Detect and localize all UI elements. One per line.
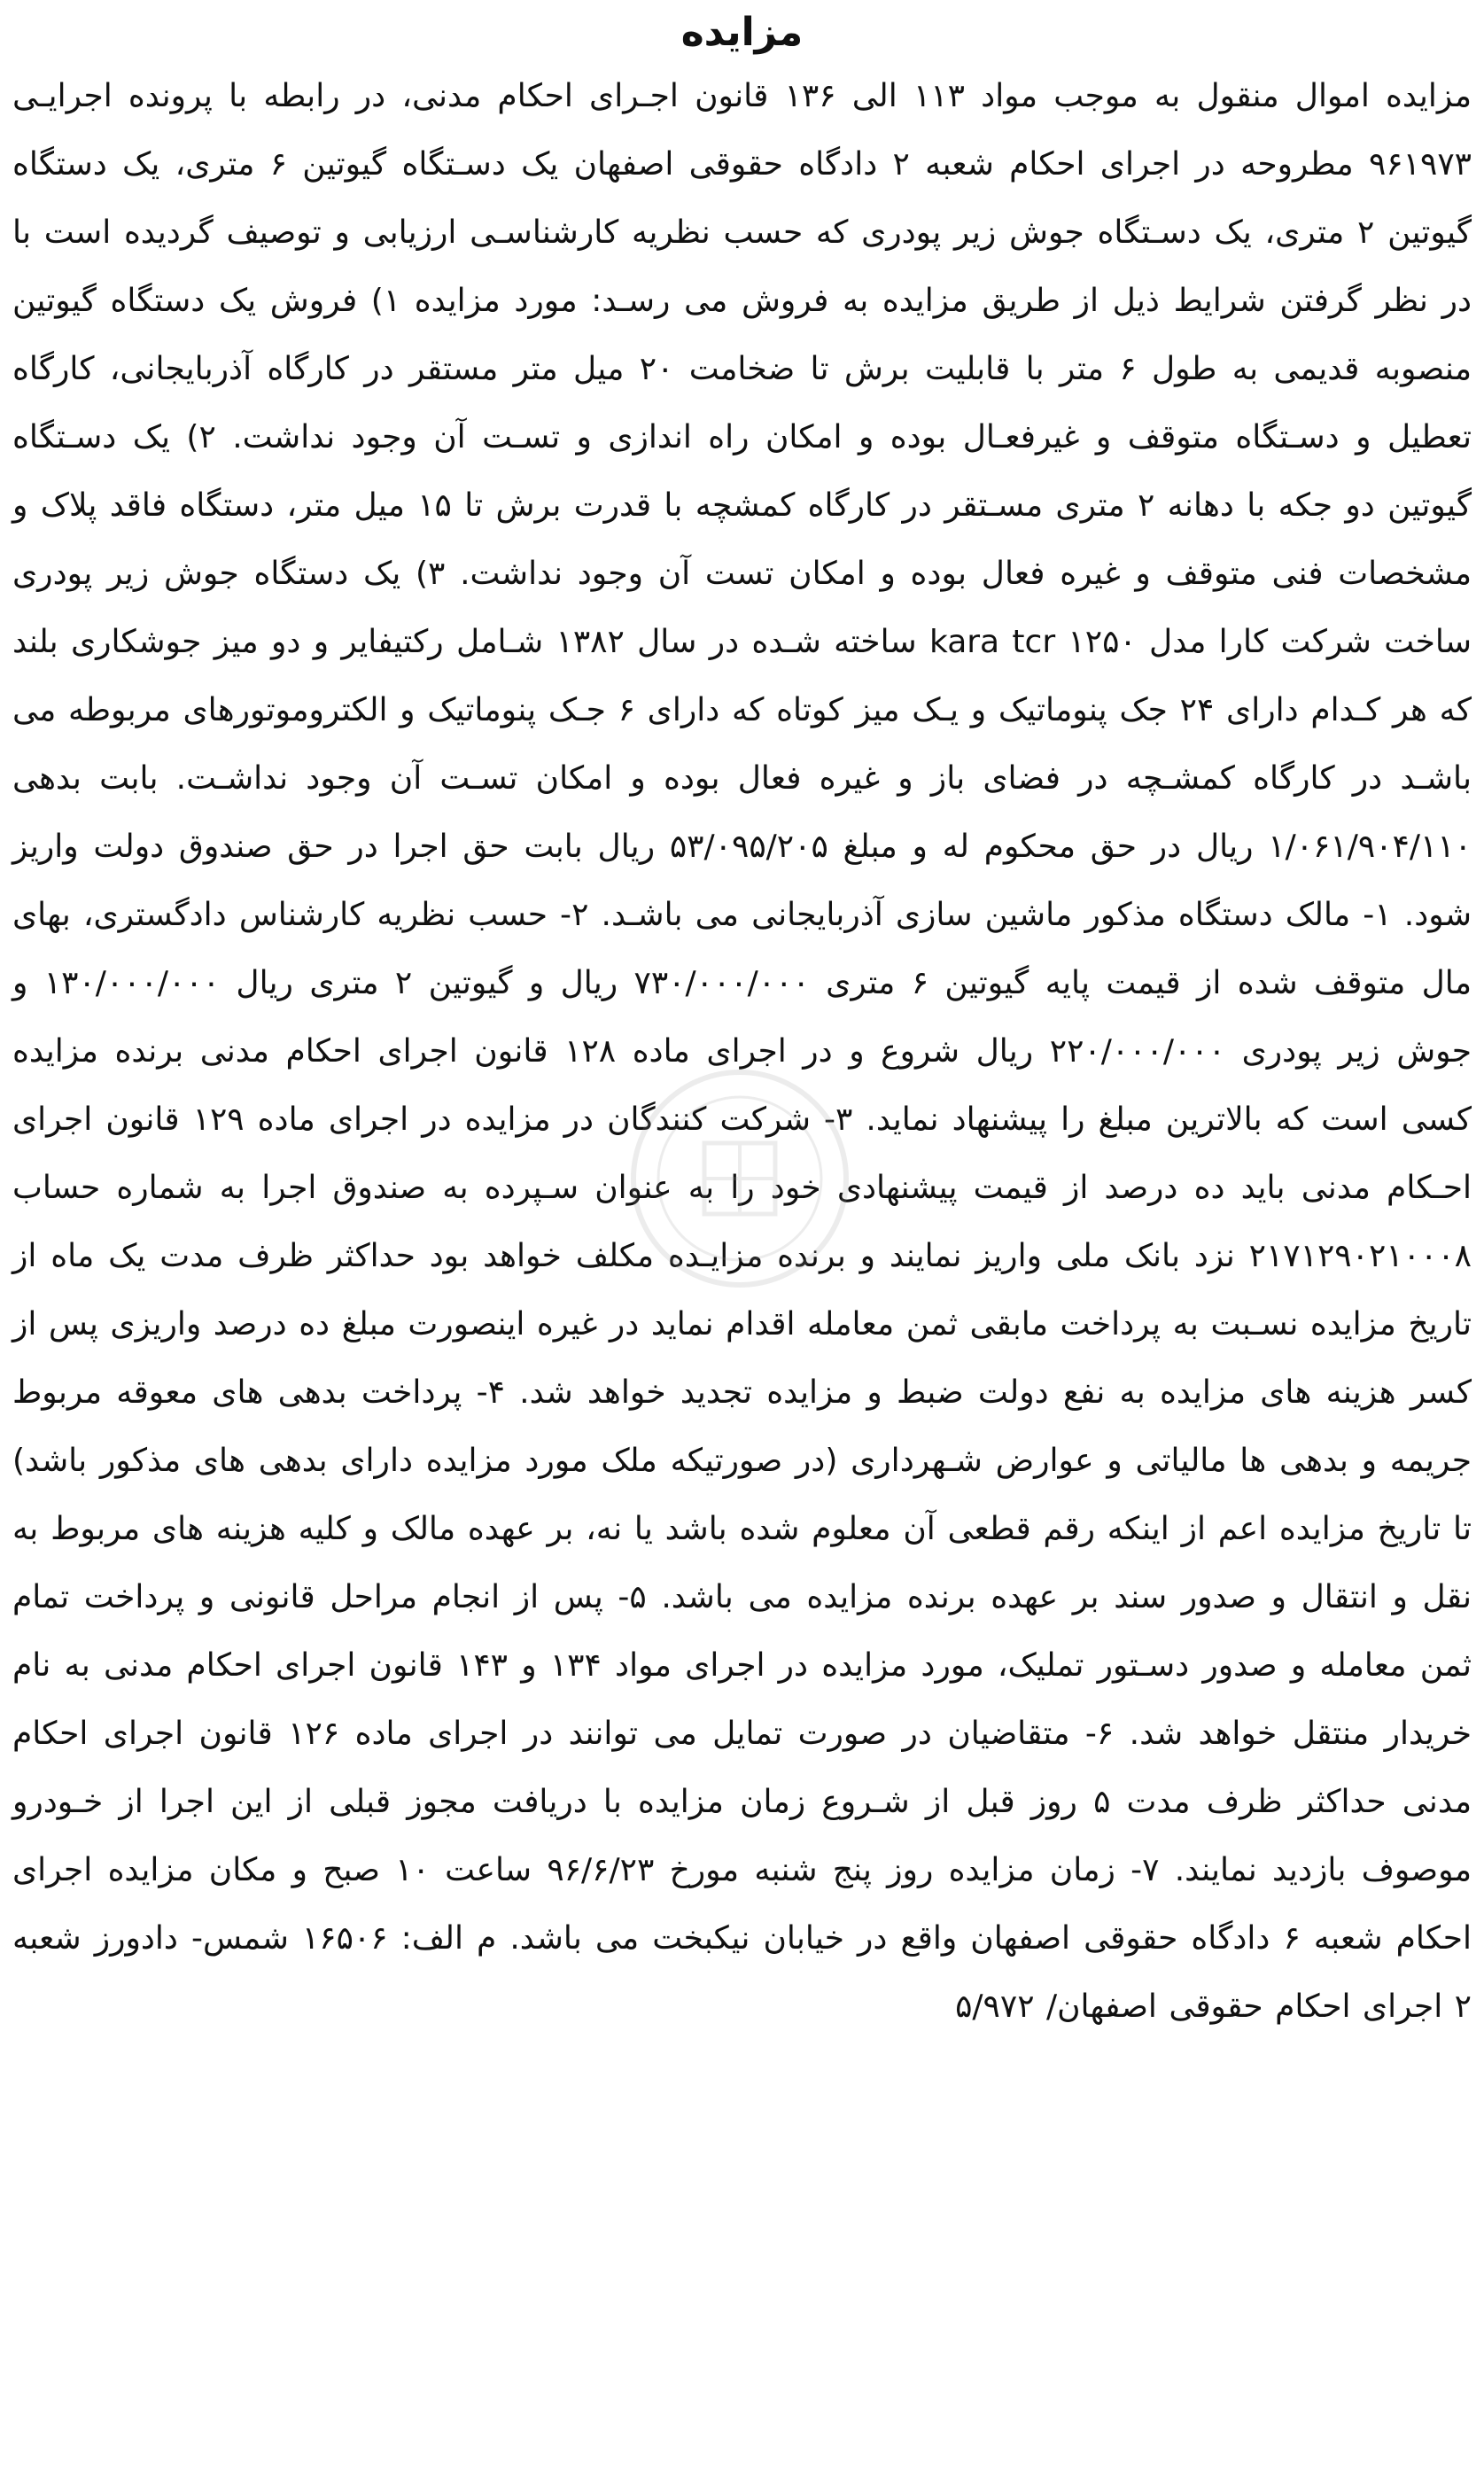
notice-title: مزایده [680, 10, 804, 55]
notice-body: مزایده اموال منقول به موجب مواد ۱۱۳ الی ۱۳۶ قانون اجـرای احکام مدنی، در رابطه با پرونده اجرایـی ۹۶۱۹۷۳ مطروحه در اجرای احکام شعبه ۲ دادگاه حقوقی اصفهان یک دسـتگاه گیوتین ۶ متری، یک دستگاه گیوتین ۲ متری، یک دسـتگاه جوش زیر پودری که حسب نظریه کارشناسـی ارزیابی و توصیف گردیده است با در نظر گرفتن شرایط ذیل از طریق مزایده به فروش می رسـد: مورد مزایده ۱) فروش یک دستگاه گیوتین منصوبه قدیمی به طول ۶ متر با قابلیت برش تا ضخامت ۲۰ میل متر مستقر در کارگاه آذربایجانی، کارگاه تعطیل و دسـتگاه متوقف و غیرفعـال بوده و امکان راه اندازی و تسـت آن وجود نداشت. ۲) یک دسـتگاه گیوتین دو جکه با دهانه ۲ متری مسـتقر در کارگاه کمشچه با قدرت برش تا ۱۵ میل متر، دستگاه فاقد پلاک و مشخصات فنی متوقف و غیره فعال بوده و امکان تست آن وجود نداشت. ۳) یک دستگاه جوش زیر پودری ساخت شرکت کارا مدل ۱۲۵۰ kara tcr ساخته شـده در سال ۱۳۸۲ شـامل رکتیفایر و دو میز جوشکاری بلند که هر کـدام دارای ۲۴ جک پنوماتیک و یـک میز کوتاه که دارای ۶ جـک پنوماتیک و الکتروموتورهای مربوطه می باشـد در کارگاه کمشـچه در فضای باز و غیره فعال بوده و امکان تسـت آن وجود نداشـت. بابت بدهی ۱/۰۶۱/۹۰۴/۱۱۰ ریال در حق محکوم له و مبلغ ۵۳/۰۹۵/۲۰۵ ریال بابت حق اجرا در حق صندوق دولت واریز شود. ۱- مالک دستگاه مذکور ماشین سازی آذربایجانی می باشـد. ۲- حسب نظریه کارشناس دادگستری، بهای مال متوقف شده از قیمت پایه گیوتین ۶ متری ۷۳۰/۰۰۰/۰۰۰ ریال و گیوتین ۲ متری ریال ۱۳۰/۰۰۰/۰۰۰ و جوش زیر پودری ۲۲۰/۰۰۰/۰۰۰ ریال شروع و در اجرای ماده ۱۲۸ قانون اجرای احکام مدنی برنده مزایده کسی است که بالاترین مبلغ را پیشنهاد نماید. ۳- شرکت کنندگان در مزایده در اجرای ماده ۱۲۹ قانون اجرای احـکام مدنی باید ده درصد از قیمت پیشنهادی خود را به عنوان سـپرده به صندوق اجرا به شماره حساب ۲۱۷۱۲۹۰۲۱۰۰۰۸ نزد بانک ملی واریز نمایند و برنده مزایـده مکلف خواهد بود حداکثر ظرف مدت یک ماه از تاریخ مزایده نسـبت به پرداخت مابقی ثمن معامله اقدام نماید در غیره اینصورت مبلغ ده درصد واریزی پس از کسر هزینه های مزایده به نفع دولت ضبط و مزایده تجدید خواهد شد. ۴- پرداخت بدهی های معوقه مربوط جریمه و بدهی ها مالیاتی و عوارض شـهرداری (در صورتیکه ملک مورد مزایده دارای بدهی های مذکور باشد) تا تاریخ مزایده اعم از اینکه رقم قطعی آن معلوم شده باشد یا نه، بر عهده مالک و کلیه هزینه های مربوط به نقل و انتقال و صدور سند بر عهده برنده مزایده می باشد. ۵- پس از انجام مراحل قانونی و پرداخت تمام ثمن معامله و صدور دسـتور تملیک، مورد مزایده در اجرای مواد ۱۳۴ و ۱۴۳ قانون اجرای احکام مدنی به نام خریدار منتقل خواهد شد. ۶- متقاضیان در صورت تمایل می توانند در اجرای ماده ۱۲۶ قانون اجرای احکام مدنی حداکثر ظرف مدت ۵ روز قبل از شـروع زمان مزایده با دریافت مجوز قبلی از این اجرا از خـودرو موصوف بازدید نمایند. ۷- زمان مزایده روز پنج شنبه مورخ ۹۶/۶/۲۳ ساعت ۱۰ صبح و مکان مزایده اجرای احکام شعبه ۶ دادگاه حقوقی اصفهان واقع در خیابان نیکبخت می باشد. م الف: ۱۶۵۰۶ شمس- دادورز شعبه ۲ اجرای احکام حقوقی اصفهان/ ۵/۹۷۲ [12, 78, 1472, 2025]
